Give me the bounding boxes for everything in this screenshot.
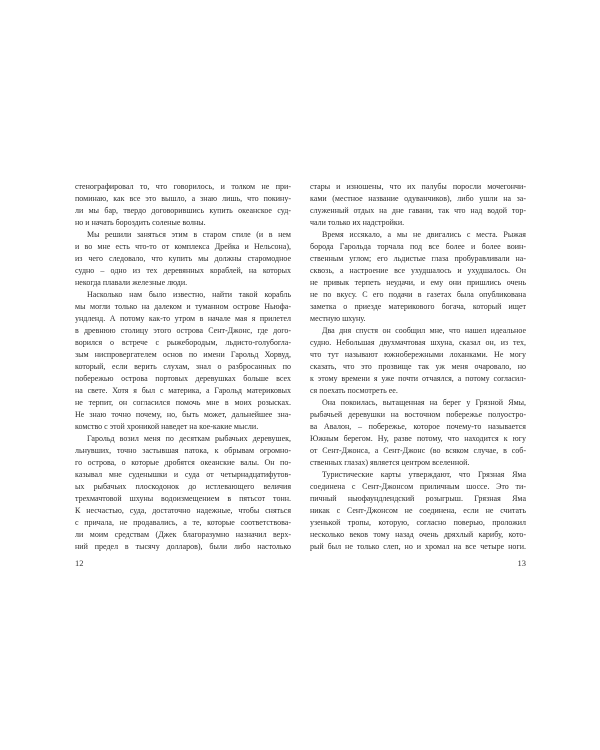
text-line: ва Авалон, – побережье, которое почему-то называется bbox=[310, 422, 526, 431]
text-line: Два дня спустя он сообщил мне, что нашел идеальное bbox=[322, 326, 526, 335]
text-line: от Сент-Джонса, а Сент-Джонс (во всяком случае, в соб- bbox=[310, 446, 526, 455]
text-line: Не знаю точно почему, но, быть может, дальнейшее зна- bbox=[75, 410, 291, 419]
text-line: казывал мне суденышки и суда от четырнадцатифутов- bbox=[75, 470, 291, 479]
text-line: сквозь, а настроение все ухудшалось и ухудшалось. Он bbox=[310, 266, 526, 275]
text-line: рый был не только слеп, но и хромал на все четыре ноги. bbox=[310, 542, 526, 551]
text-line: мы могли только на далеком и туманном острове Ньюфа- bbox=[75, 302, 291, 311]
text-line: сказать, что это прозвище так уж меня очаровало, но bbox=[310, 362, 526, 371]
text-line: и во мне есть что-то от комплекса Дрейка и Нельсона), bbox=[75, 242, 291, 251]
paragraph bbox=[75, 181, 291, 229]
text-line: Туристические карты утверждают, что Грязная Яма bbox=[322, 470, 526, 479]
text-line: ли моим средствам (Джек благоразумно назначил верх- bbox=[75, 530, 291, 539]
text-line: к этому времени я уже почти отчаялся, а потому согласил- bbox=[310, 374, 526, 383]
page-number: 12 bbox=[75, 558, 84, 568]
text-line: Насколько нам было известно, найти такой корабль bbox=[87, 290, 291, 299]
text-line: Она покоилась, вытащенная на берег у Грязной Ямы, bbox=[322, 398, 526, 407]
text-line: стары и изношены, что их палубы поросли мочегончи- bbox=[310, 182, 526, 191]
text-line: ундленд. А потому как-то утром в начале мая я прилетел bbox=[75, 314, 291, 323]
text-line: Гарольд возил меня по десяткам рыбачьих деревушек, bbox=[87, 434, 291, 443]
text-line: который, если верить слухам, знал о разбросанных по bbox=[75, 362, 291, 371]
text-line: с причала, не продавались, а те, которые соответствова- bbox=[75, 518, 291, 527]
text-line: ственных глазах) является центром вселенной. bbox=[310, 458, 470, 467]
text-line: из чего следовало, что купить мы должны старомодное bbox=[75, 254, 291, 263]
text-line: не по вкусу. С его подачи в газетах была опубликована bbox=[310, 290, 526, 299]
text-line: Мы решили заняться этим в старом стиле (и в нем bbox=[87, 230, 291, 239]
text-line: ний предел в тысячу долларов), были либо настолько bbox=[75, 542, 291, 551]
text-line: не привык терпеть неудачи, и ему они пришлись очень bbox=[310, 278, 526, 287]
text-line: Время иссякало, а мы не двигались с места. Рыжая bbox=[322, 230, 526, 239]
text-line: ых рыбачьих плоскодонок до истлевающего величия bbox=[75, 482, 291, 491]
text-line: ли мы бар, твердо договорившись купить океанское суд- bbox=[75, 206, 291, 215]
text-line: зым ниспровергателем основ по имени Гарольд Хорвуд, bbox=[75, 350, 291, 359]
text-line: некогда плавали железные люди. bbox=[75, 278, 188, 287]
text-line: соединена с Сент-Джонсом приличным шоссе. Это ти- bbox=[310, 482, 526, 491]
text-line: ственным углом; его льдистые глаза пробуравливали на- bbox=[310, 254, 526, 263]
paragraph bbox=[310, 469, 526, 553]
text-line: борода Гарольда торчала под все более и более воин- bbox=[310, 242, 526, 251]
text-line: побережью острова портовых деревушках больше всех bbox=[75, 374, 291, 383]
text-line: никак с Сент-Джонсом не соединена, если не считать bbox=[310, 506, 526, 515]
text-line: ками (местное название одуванчиков), либо ушли на за- bbox=[310, 194, 526, 203]
text-line: пичный ньюфаундлендский розыгрыш. Грязная Яма bbox=[310, 494, 526, 503]
text-line: чали только их надстройки. bbox=[310, 218, 405, 227]
paragraph bbox=[310, 325, 526, 397]
paragraph bbox=[310, 229, 526, 325]
paragraph bbox=[310, 397, 526, 469]
paragraph bbox=[75, 433, 291, 553]
text-line: судно – одно из тех деревянных кораблей, на которых bbox=[75, 266, 291, 275]
text-line: поминаю, как все это вышло, а знаю лишь, что покину- bbox=[75, 194, 291, 203]
text-line: рыбачьей деревушки на восточном побережье полуостро- bbox=[310, 410, 526, 419]
left-page-text-column bbox=[75, 181, 291, 553]
text-line: К несчастью, суда, достаточно надежные, чтобы сняться bbox=[75, 506, 291, 515]
right-page-text-column bbox=[310, 181, 526, 553]
right-page bbox=[300, 0, 600, 750]
paragraph bbox=[310, 181, 526, 229]
text-line: судно. Небольшая двухмачтовая шхуна, сказал он, из тех, bbox=[310, 338, 526, 347]
text-line: трехмачтовой шхуны водоизмещением в пятьсот тонн. bbox=[75, 494, 291, 503]
text-line: комство с этой хроникой наведет на кое-какие мысли. bbox=[75, 422, 259, 431]
text-line: в древнюю столицу этого острова Сент-Джонс, где дого- bbox=[75, 326, 291, 335]
text-line: Южным берегом. Ну, разве потому, что находится к югу bbox=[310, 434, 526, 443]
text-line: местную шхуну. bbox=[310, 314, 366, 323]
page-number: 13 bbox=[517, 558, 526, 568]
text-line: заметка о приезде материкового богача, который ищет bbox=[310, 302, 526, 311]
text-line: но и начать бороздить соленые волны. bbox=[75, 218, 206, 227]
text-line: узенькой тропы, которую, согласно поверью, проложил bbox=[310, 518, 526, 527]
paragraph bbox=[75, 229, 291, 289]
text-line: ворился о встрече с рыжебородым, льдисто-голубогла- bbox=[75, 338, 291, 347]
text-line: не терпит, он согласился помочь мне в моих розысках. bbox=[75, 398, 291, 407]
text-line: стенографировал то, что говорилось, и толком не при- bbox=[75, 182, 291, 191]
text-line: льнувших, точно застывшая патока, к обрывам огромно- bbox=[75, 446, 291, 455]
text-line: ся поехать посмотреть ее. bbox=[310, 386, 398, 395]
text-line: что тут называют южнобережными лоханками. Не могу bbox=[310, 350, 526, 359]
text-line: несколько веков тому назад очень дряхлый карибу, кото- bbox=[310, 530, 526, 539]
text-line: на свете. Хотя я был с материка, а Гарольд материковых bbox=[75, 386, 291, 395]
paragraph bbox=[75, 289, 291, 433]
text-line: служенный отдых на дне гавани, так что над водой тор- bbox=[310, 206, 526, 215]
text-line: го острова, о которые дробятся океанские валы. Он по- bbox=[75, 458, 291, 467]
